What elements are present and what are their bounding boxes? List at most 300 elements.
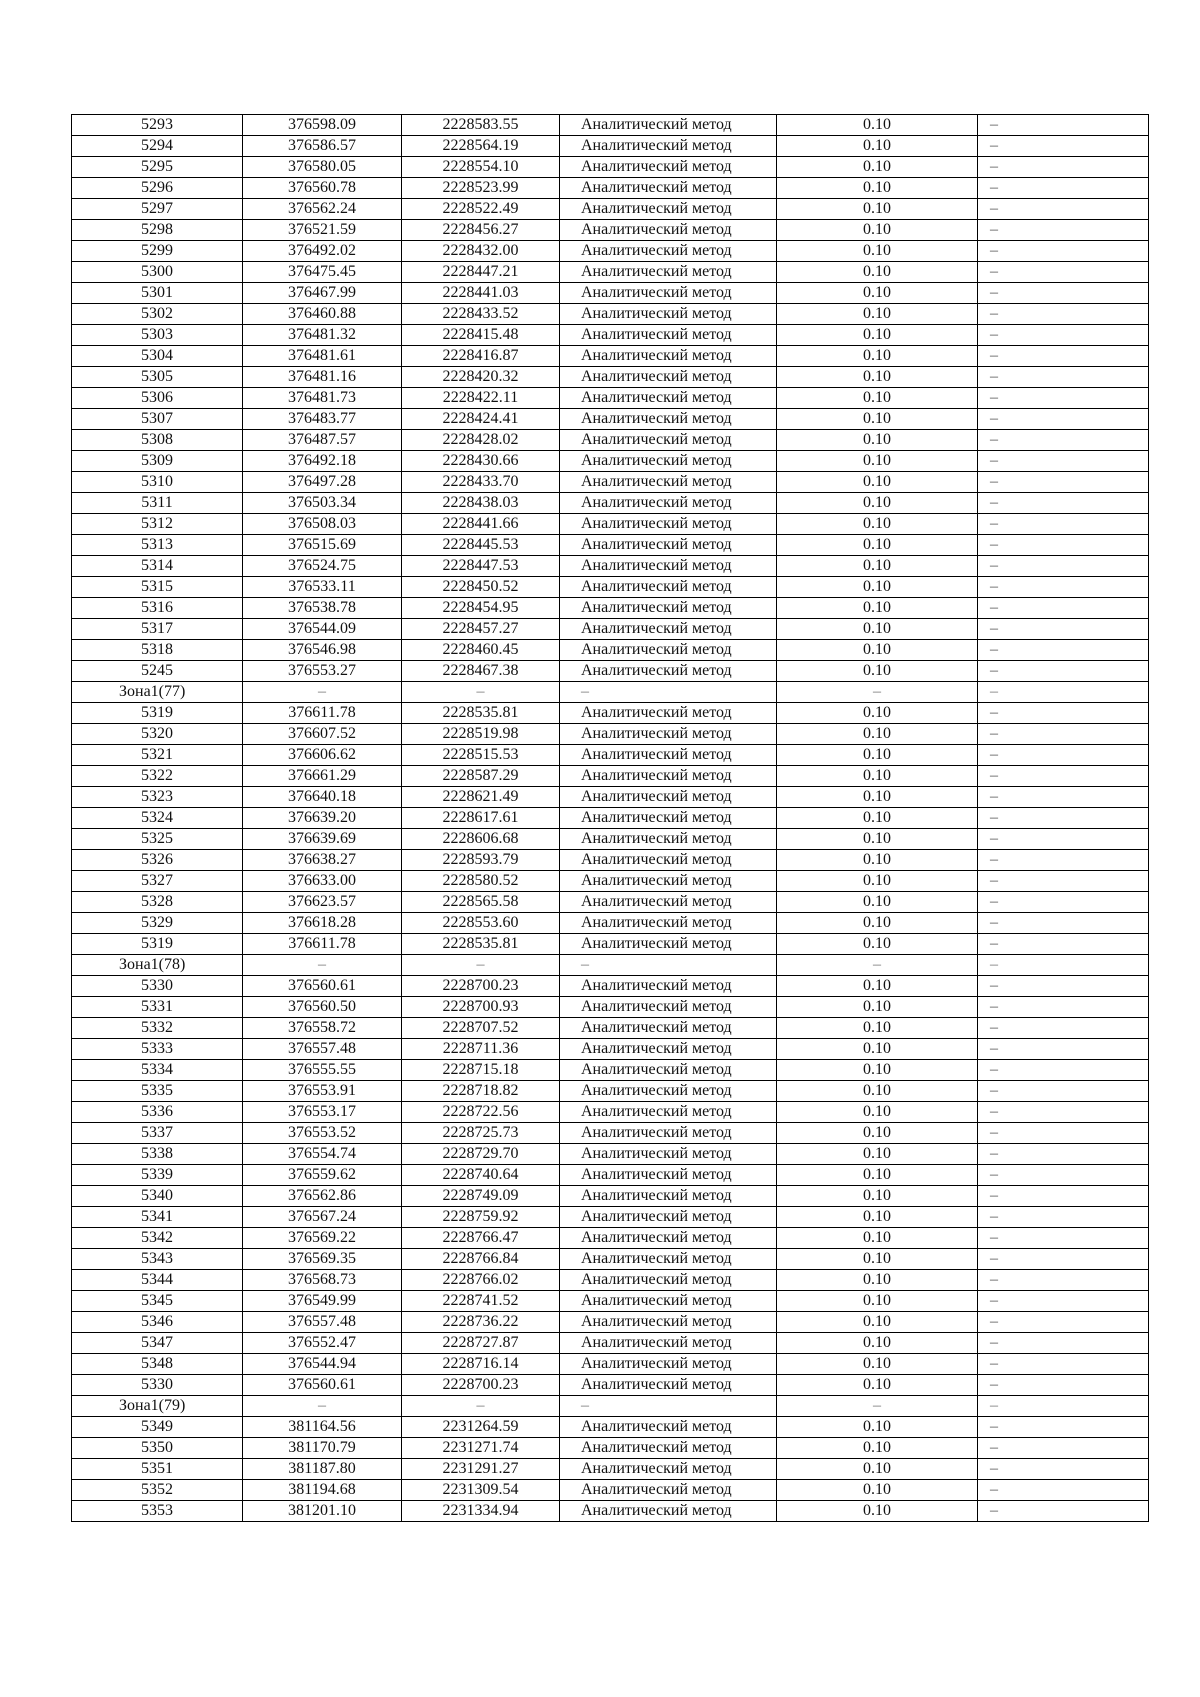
y-coordinate-cell: 2228580.52 xyxy=(402,871,560,892)
method-cell: Аналитический метод xyxy=(560,1060,777,1081)
y-coordinate-cell: 2228447.21 xyxy=(402,262,560,283)
note-cell: – xyxy=(978,1144,1149,1165)
note-cell: – xyxy=(978,220,1149,241)
point-number-cell: 5318 xyxy=(72,640,243,661)
x-coordinate-cell: 376559.62 xyxy=(243,1165,402,1186)
table-row xyxy=(72,1060,1149,1081)
y-coordinate-cell: 2228445.53 xyxy=(402,535,560,556)
x-coordinate-cell: 376569.35 xyxy=(243,1249,402,1270)
y-coordinate-cell: 2228766.02 xyxy=(402,1270,560,1291)
note-cell: – xyxy=(978,199,1149,220)
y-coordinate-cell: 2228422.11 xyxy=(402,388,560,409)
table-row xyxy=(72,997,1149,1018)
error-cell: 0.10 xyxy=(777,1333,978,1354)
note-cell: – xyxy=(978,367,1149,388)
method-cell: – xyxy=(560,955,777,976)
note-cell: – xyxy=(978,913,1149,934)
table-row xyxy=(72,934,1149,955)
note-cell: – xyxy=(978,745,1149,766)
error-cell: 0.10 xyxy=(777,577,978,598)
point-number-cell: 5350 xyxy=(72,1438,243,1459)
note-cell: – xyxy=(978,934,1149,955)
note-cell: – xyxy=(978,1312,1149,1333)
error-cell: – xyxy=(777,955,978,976)
table-row xyxy=(72,451,1149,472)
table-row xyxy=(72,388,1149,409)
y-coordinate-cell: 2228749.09 xyxy=(402,1186,560,1207)
y-coordinate-cell: 2228523.99 xyxy=(402,178,560,199)
note-cell: – xyxy=(978,682,1149,703)
method-cell: Аналитический метод xyxy=(560,1207,777,1228)
method-cell: Аналитический метод xyxy=(560,493,777,514)
point-number-cell: 5323 xyxy=(72,787,243,808)
note-cell: – xyxy=(978,1165,1149,1186)
table-row xyxy=(72,1438,1149,1459)
note-cell: – xyxy=(978,514,1149,535)
method-cell: Аналитический метод xyxy=(560,787,777,808)
x-coordinate-cell: 376611.78 xyxy=(243,703,402,724)
point-number-cell: 5337 xyxy=(72,1123,243,1144)
note-cell: – xyxy=(978,1333,1149,1354)
note-cell: – xyxy=(978,871,1149,892)
y-coordinate-cell: 2228740.64 xyxy=(402,1165,560,1186)
y-coordinate-cell: – xyxy=(402,955,560,976)
note-cell: – xyxy=(978,1375,1149,1396)
error-cell: 0.10 xyxy=(777,1438,978,1459)
error-cell: 0.10 xyxy=(777,703,978,724)
table-row xyxy=(72,1354,1149,1375)
error-cell: 0.10 xyxy=(777,1081,978,1102)
note-cell: – xyxy=(978,766,1149,787)
point-number-cell: 5338 xyxy=(72,1144,243,1165)
point-number-cell: 5315 xyxy=(72,577,243,598)
error-cell: 0.10 xyxy=(777,199,978,220)
point-number-cell: 5319 xyxy=(72,934,243,955)
method-cell: Аналитический метод xyxy=(560,430,777,451)
y-coordinate-cell: 2228447.53 xyxy=(402,556,560,577)
table-row xyxy=(72,598,1149,619)
point-number-cell: 5307 xyxy=(72,409,243,430)
method-cell: Аналитический метод xyxy=(560,703,777,724)
note-cell: – xyxy=(978,703,1149,724)
zone-label-cell: Зона1(78) xyxy=(72,955,243,976)
error-cell: 0.10 xyxy=(777,1144,978,1165)
x-coordinate-cell: 376661.29 xyxy=(243,766,402,787)
x-coordinate-cell: 376560.50 xyxy=(243,997,402,1018)
y-coordinate-cell: 2228515.53 xyxy=(402,745,560,766)
error-cell: 0.10 xyxy=(777,745,978,766)
table-row xyxy=(72,283,1149,304)
x-coordinate-cell: 376553.91 xyxy=(243,1081,402,1102)
x-coordinate-cell: – xyxy=(243,682,402,703)
method-cell: Аналитический метод xyxy=(560,1333,777,1354)
y-coordinate-cell: 2228727.87 xyxy=(402,1333,560,1354)
zone-header-row xyxy=(72,1396,1149,1417)
y-coordinate-cell: 2228766.84 xyxy=(402,1249,560,1270)
y-coordinate-cell: 2228766.47 xyxy=(402,1228,560,1249)
note-cell: – xyxy=(978,283,1149,304)
note-cell: – xyxy=(978,304,1149,325)
y-coordinate-cell: 2231309.54 xyxy=(402,1480,560,1501)
table-row xyxy=(72,136,1149,157)
x-coordinate-cell: 381187.80 xyxy=(243,1459,402,1480)
x-coordinate-cell: 376475.45 xyxy=(243,262,402,283)
x-coordinate-cell: 376544.94 xyxy=(243,1354,402,1375)
y-coordinate-cell: 2228420.32 xyxy=(402,367,560,388)
x-coordinate-cell: 376538.78 xyxy=(243,598,402,619)
method-cell: Аналитический метод xyxy=(560,934,777,955)
error-cell: 0.10 xyxy=(777,1375,978,1396)
y-coordinate-cell: 2228564.19 xyxy=(402,136,560,157)
error-cell: 0.10 xyxy=(777,1186,978,1207)
note-cell: – xyxy=(978,535,1149,556)
table-row xyxy=(72,493,1149,514)
y-coordinate-cell: 2228741.52 xyxy=(402,1291,560,1312)
y-coordinate-cell: 2231264.59 xyxy=(402,1417,560,1438)
table-row xyxy=(72,1081,1149,1102)
method-cell: Аналитический метод xyxy=(560,1438,777,1459)
error-cell: 0.10 xyxy=(777,892,978,913)
note-cell: – xyxy=(978,556,1149,577)
note-cell: – xyxy=(978,1228,1149,1249)
x-coordinate-cell: 376640.18 xyxy=(243,787,402,808)
y-coordinate-cell: 2228454.95 xyxy=(402,598,560,619)
error-cell: 0.10 xyxy=(777,997,978,1018)
y-coordinate-cell: 2228711.36 xyxy=(402,1039,560,1060)
note-cell: – xyxy=(978,346,1149,367)
x-coordinate-cell: 376460.88 xyxy=(243,304,402,325)
point-number-cell: 5346 xyxy=(72,1312,243,1333)
method-cell: Аналитический метод xyxy=(560,304,777,325)
y-coordinate-cell: 2228467.38 xyxy=(402,661,560,682)
note-cell: – xyxy=(978,241,1149,262)
method-cell: Аналитический метод xyxy=(560,1501,777,1522)
note-cell: – xyxy=(978,1123,1149,1144)
point-number-cell: 5313 xyxy=(72,535,243,556)
x-coordinate-cell: 376569.22 xyxy=(243,1228,402,1249)
method-cell: Аналитический метод xyxy=(560,1375,777,1396)
note-cell: – xyxy=(978,136,1149,157)
x-coordinate-cell: 376508.03 xyxy=(243,514,402,535)
error-cell: 0.10 xyxy=(777,304,978,325)
y-coordinate-cell: – xyxy=(402,1396,560,1417)
note-cell: – xyxy=(978,451,1149,472)
error-cell: 0.10 xyxy=(777,640,978,661)
x-coordinate-cell: 376618.28 xyxy=(243,913,402,934)
note-cell: – xyxy=(978,1081,1149,1102)
table-row xyxy=(72,1123,1149,1144)
method-cell: Аналитический метод xyxy=(560,136,777,157)
method-cell: Аналитический метод xyxy=(560,1144,777,1165)
table-row xyxy=(72,1480,1149,1501)
table-row xyxy=(72,850,1149,871)
note-cell: – xyxy=(978,808,1149,829)
note-cell: – xyxy=(978,976,1149,997)
y-coordinate-cell: 2228617.61 xyxy=(402,808,560,829)
point-number-cell: 5304 xyxy=(72,346,243,367)
error-cell: 0.10 xyxy=(777,766,978,787)
method-cell: Аналитический метод xyxy=(560,871,777,892)
x-coordinate-cell: 376555.55 xyxy=(243,1060,402,1081)
error-cell: 0.10 xyxy=(777,388,978,409)
x-coordinate-cell: 376598.09 xyxy=(243,115,402,136)
error-cell: 0.10 xyxy=(777,493,978,514)
y-coordinate-cell: 2228621.49 xyxy=(402,787,560,808)
error-cell: 0.10 xyxy=(777,619,978,640)
y-coordinate-cell: 2228441.03 xyxy=(402,283,560,304)
point-number-cell: 5297 xyxy=(72,199,243,220)
point-number-cell: 5296 xyxy=(72,178,243,199)
method-cell: Аналитический метод xyxy=(560,1165,777,1186)
error-cell: 0.10 xyxy=(777,1102,978,1123)
error-cell: 0.10 xyxy=(777,472,978,493)
method-cell: Аналитический метод xyxy=(560,661,777,682)
table-row xyxy=(72,514,1149,535)
y-coordinate-cell: 2228565.58 xyxy=(402,892,560,913)
y-coordinate-cell: 2228700.23 xyxy=(402,976,560,997)
method-cell: Аналитический метод xyxy=(560,1291,777,1312)
note-cell: – xyxy=(978,178,1149,199)
point-number-cell: 5349 xyxy=(72,1417,243,1438)
point-number-cell: 5305 xyxy=(72,367,243,388)
method-cell: Аналитический метод xyxy=(560,178,777,199)
table-row xyxy=(72,556,1149,577)
method-cell: Аналитический метод xyxy=(560,1459,777,1480)
table-row xyxy=(72,1039,1149,1060)
point-number-cell: 5317 xyxy=(72,619,243,640)
error-cell: 0.10 xyxy=(777,871,978,892)
x-coordinate-cell: 376623.57 xyxy=(243,892,402,913)
x-coordinate-cell: 376481.61 xyxy=(243,346,402,367)
x-coordinate-cell: 381164.56 xyxy=(243,1417,402,1438)
table-row xyxy=(72,1165,1149,1186)
point-number-cell: 5332 xyxy=(72,1018,243,1039)
point-number-cell: 5335 xyxy=(72,1081,243,1102)
note-cell: – xyxy=(978,997,1149,1018)
note-cell: – xyxy=(978,157,1149,178)
y-coordinate-cell: 2228424.41 xyxy=(402,409,560,430)
method-cell: Аналитический метод xyxy=(560,1480,777,1501)
note-cell: – xyxy=(978,829,1149,850)
error-cell: 0.10 xyxy=(777,661,978,682)
point-number-cell: 5245 xyxy=(72,661,243,682)
y-coordinate-cell: 2228535.81 xyxy=(402,934,560,955)
x-coordinate-cell: 376552.47 xyxy=(243,1333,402,1354)
table-row xyxy=(72,829,1149,850)
table-row xyxy=(72,808,1149,829)
x-coordinate-cell: 376606.62 xyxy=(243,745,402,766)
table-row xyxy=(72,724,1149,745)
point-number-cell: 5322 xyxy=(72,766,243,787)
method-cell: Аналитический метод xyxy=(560,115,777,136)
error-cell: 0.10 xyxy=(777,136,978,157)
table-row xyxy=(72,304,1149,325)
method-cell: Аналитический метод xyxy=(560,619,777,640)
note-cell: – xyxy=(978,1438,1149,1459)
table-row xyxy=(72,367,1149,388)
y-coordinate-cell: 2228729.70 xyxy=(402,1144,560,1165)
point-number-cell: 5333 xyxy=(72,1039,243,1060)
error-cell: 0.10 xyxy=(777,1312,978,1333)
table-row xyxy=(72,1270,1149,1291)
method-cell: Аналитический метод xyxy=(560,514,777,535)
point-number-cell: 5319 xyxy=(72,703,243,724)
method-cell: Аналитический метод xyxy=(560,472,777,493)
point-number-cell: 5343 xyxy=(72,1249,243,1270)
y-coordinate-cell: 2228460.45 xyxy=(402,640,560,661)
method-cell: Аналитический метод xyxy=(560,1018,777,1039)
x-coordinate-cell: 376562.24 xyxy=(243,199,402,220)
table-row xyxy=(72,1459,1149,1480)
method-cell: Аналитический метод xyxy=(560,892,777,913)
x-coordinate-cell: 376557.48 xyxy=(243,1312,402,1333)
point-number-cell: 5351 xyxy=(72,1459,243,1480)
point-number-cell: 5293 xyxy=(72,115,243,136)
table-row xyxy=(72,178,1149,199)
y-coordinate-cell: 2228450.52 xyxy=(402,577,560,598)
point-number-cell: 5336 xyxy=(72,1102,243,1123)
error-cell: 0.10 xyxy=(777,346,978,367)
x-coordinate-cell: 376633.00 xyxy=(243,871,402,892)
x-coordinate-cell: 376586.57 xyxy=(243,136,402,157)
y-coordinate-cell: 2228583.55 xyxy=(402,115,560,136)
method-cell: Аналитический метод xyxy=(560,409,777,430)
method-cell: Аналитический метод xyxy=(560,577,777,598)
error-cell: 0.10 xyxy=(777,850,978,871)
note-cell: – xyxy=(978,850,1149,871)
x-coordinate-cell: – xyxy=(243,955,402,976)
y-coordinate-cell: 2228553.60 xyxy=(402,913,560,934)
y-coordinate-cell: 2228535.81 xyxy=(402,703,560,724)
x-coordinate-cell: 376481.16 xyxy=(243,367,402,388)
point-number-cell: 5328 xyxy=(72,892,243,913)
method-cell: Аналитический метод xyxy=(560,535,777,556)
x-coordinate-cell: 376560.61 xyxy=(243,976,402,997)
error-cell: 0.10 xyxy=(777,556,978,577)
note-cell: – xyxy=(978,1060,1149,1081)
method-cell: Аналитический метод xyxy=(560,1186,777,1207)
error-cell: 0.10 xyxy=(777,115,978,136)
x-coordinate-cell: 376607.52 xyxy=(243,724,402,745)
y-coordinate-cell: 2228722.56 xyxy=(402,1102,560,1123)
table-row xyxy=(72,1018,1149,1039)
error-cell: 0.10 xyxy=(777,1354,978,1375)
y-coordinate-cell: 2228430.66 xyxy=(402,451,560,472)
x-coordinate-cell: 376562.86 xyxy=(243,1186,402,1207)
note-cell: – xyxy=(978,724,1149,745)
error-cell: 0.10 xyxy=(777,262,978,283)
y-coordinate-cell: 2228438.03 xyxy=(402,493,560,514)
error-cell: 0.10 xyxy=(777,178,978,199)
method-cell: Аналитический метод xyxy=(560,451,777,472)
method-cell: Аналитический метод xyxy=(560,913,777,934)
table-row xyxy=(72,619,1149,640)
x-coordinate-cell: 376553.52 xyxy=(243,1123,402,1144)
error-cell: 0.10 xyxy=(777,1480,978,1501)
method-cell: Аналитический метод xyxy=(560,367,777,388)
point-number-cell: 5294 xyxy=(72,136,243,157)
x-coordinate-cell: 376568.73 xyxy=(243,1270,402,1291)
y-coordinate-cell: 2228736.22 xyxy=(402,1312,560,1333)
table-row xyxy=(72,409,1149,430)
error-cell: 0.10 xyxy=(777,325,978,346)
x-coordinate-cell: 381194.68 xyxy=(243,1480,402,1501)
method-cell: Аналитический метод xyxy=(560,346,777,367)
point-number-cell: 5347 xyxy=(72,1333,243,1354)
y-coordinate-cell: 2228433.70 xyxy=(402,472,560,493)
error-cell: – xyxy=(777,682,978,703)
point-number-cell: 5327 xyxy=(72,871,243,892)
point-number-cell: 5298 xyxy=(72,220,243,241)
note-cell: – xyxy=(978,577,1149,598)
x-coordinate-cell: 376560.61 xyxy=(243,1375,402,1396)
note-cell: – xyxy=(978,493,1149,514)
x-coordinate-cell: 376544.09 xyxy=(243,619,402,640)
point-number-cell: 5340 xyxy=(72,1186,243,1207)
note-cell: – xyxy=(978,1354,1149,1375)
note-cell: – xyxy=(978,598,1149,619)
method-cell: Аналитический метод xyxy=(560,1417,777,1438)
table-row xyxy=(72,1102,1149,1123)
point-number-cell: 5300 xyxy=(72,262,243,283)
table-row xyxy=(72,262,1149,283)
point-number-cell: 5341 xyxy=(72,1207,243,1228)
point-number-cell: 5326 xyxy=(72,850,243,871)
note-cell: – xyxy=(978,1207,1149,1228)
point-number-cell: 5321 xyxy=(72,745,243,766)
method-cell: Аналитический метод xyxy=(560,976,777,997)
table-row xyxy=(72,577,1149,598)
method-cell: – xyxy=(560,682,777,703)
error-cell: 0.10 xyxy=(777,598,978,619)
error-cell: 0.10 xyxy=(777,367,978,388)
point-number-cell: 5301 xyxy=(72,283,243,304)
table-row xyxy=(72,913,1149,934)
error-cell: 0.10 xyxy=(777,409,978,430)
note-cell: – xyxy=(978,1102,1149,1123)
x-coordinate-cell: 376638.27 xyxy=(243,850,402,871)
method-cell: – xyxy=(560,1396,777,1417)
point-number-cell: 5308 xyxy=(72,430,243,451)
table-row xyxy=(72,661,1149,682)
x-coordinate-cell: 376487.57 xyxy=(243,430,402,451)
note-cell: – xyxy=(978,661,1149,682)
point-number-cell: 5320 xyxy=(72,724,243,745)
table-row xyxy=(72,220,1149,241)
table-row xyxy=(72,1207,1149,1228)
y-coordinate-cell: 2228522.49 xyxy=(402,199,560,220)
table-row xyxy=(72,1144,1149,1165)
point-number-cell: 5342 xyxy=(72,1228,243,1249)
method-cell: Аналитический метод xyxy=(560,745,777,766)
error-cell: – xyxy=(777,1396,978,1417)
note-cell: – xyxy=(978,1480,1149,1501)
point-number-cell: 5306 xyxy=(72,388,243,409)
x-coordinate-cell: 376524.75 xyxy=(243,556,402,577)
x-coordinate-cell: 376554.74 xyxy=(243,1144,402,1165)
x-coordinate-cell: 376557.48 xyxy=(243,1039,402,1060)
error-cell: 0.10 xyxy=(777,430,978,451)
point-number-cell: 5303 xyxy=(72,325,243,346)
y-coordinate-cell: 2228759.92 xyxy=(402,1207,560,1228)
error-cell: 0.10 xyxy=(777,220,978,241)
y-coordinate-cell: 2228707.52 xyxy=(402,1018,560,1039)
error-cell: 0.10 xyxy=(777,535,978,556)
zone-header-row xyxy=(72,955,1149,976)
note-cell: – xyxy=(978,1396,1149,1417)
x-coordinate-cell: 376549.99 xyxy=(243,1291,402,1312)
note-cell: – xyxy=(978,1501,1149,1522)
